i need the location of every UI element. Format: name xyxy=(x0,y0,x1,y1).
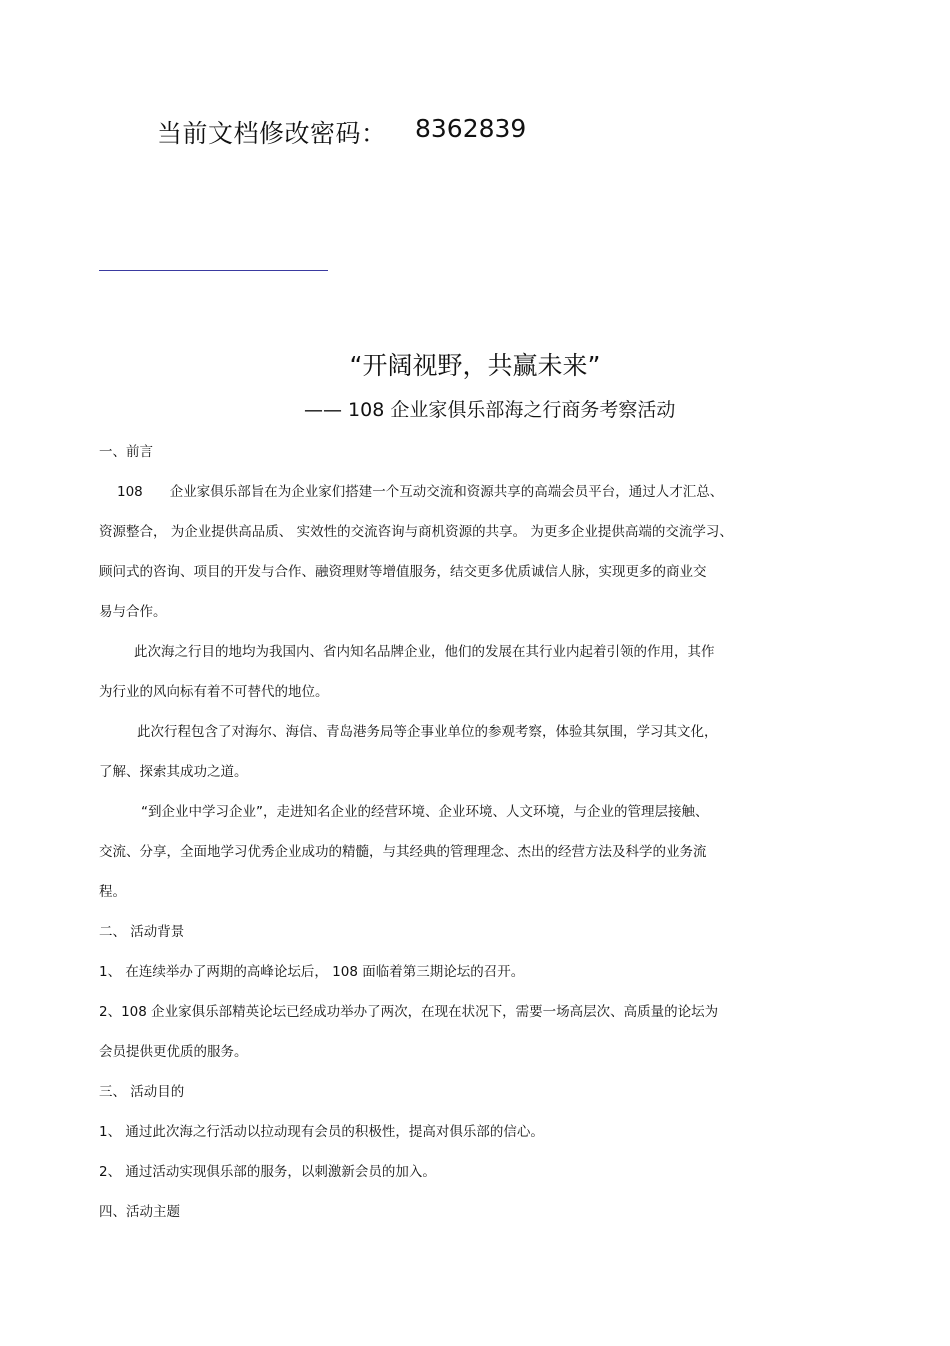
document-subtitle: —— 108 企业家俱乐部海之行商务考察活动 xyxy=(304,399,676,421)
section-heading-background: 二、 活动背景 xyxy=(99,924,185,940)
document-title: “开阔视野，共赢未来” xyxy=(349,351,601,380)
list-item: 1、 在连续举办了两期的高峰论坛后， 108 面临着第三期论坛的召开。 xyxy=(99,964,525,980)
paragraph-line: 了解、探索其成功之道。 xyxy=(99,764,248,780)
paragraph-line: 顾问式的咨询、项目的开发与合作、融资理财等增值服务，结交更多优质诚信人脉，实现更多的商业交 xyxy=(99,564,707,580)
paragraph-line: 会员提供更优质的服务。 xyxy=(99,1044,248,1060)
section-heading-preface: 一、前言 xyxy=(99,444,153,460)
paragraph-line: 资源整合， 为企业提供高品质、 实效性的交流咨询与商机资源的共享。 为更多企业提供高端的交流学习、 xyxy=(99,524,733,540)
paragraph-line: 为行业的风向标有着不可替代的地位。 xyxy=(99,684,329,700)
section-heading-theme: 四、活动主题 xyxy=(99,1204,180,1220)
list-item: 2、108 企业家俱乐部精英论坛已经成功举办了两次，在现在状况下，需要一场高层次、高质量的论坛为 xyxy=(99,1004,719,1020)
password-value: 8362839 xyxy=(415,114,527,143)
paragraph-line: 此次海之行目的地均为我国内、省内知名品牌企业，他们的发展在其行业内起着引领的作用，其作 xyxy=(134,644,715,660)
list-item: 1、 通过此次海之行活动以拉动现有会员的积极性，提高对俱乐部的信心。 xyxy=(99,1124,544,1140)
paragraph-line: 程。 xyxy=(99,884,126,900)
paragraph-line: 此次行程包含了对海尔、海信、青岛港务局等企事业单位的参观考察，体验其氛围，学习其文化， xyxy=(137,724,718,740)
divider-rule xyxy=(99,270,328,271)
list-item: 2、 通过活动实现俱乐部的服务，以刺激新会员的加入。 xyxy=(99,1164,436,1180)
password-label: 当前文档修改密码： xyxy=(157,119,387,148)
paragraph-line: 108 企业家俱乐部旨在为企业家们搭建一个互动交流和资源共享的高端会员平台，通过人才汇总、 xyxy=(117,484,724,500)
paragraph-line: 交流、分享，全面地学习优秀企业成功的精髓，与其经典的管理理念、杰出的经营方法及科学的业务流 xyxy=(99,844,707,860)
section-heading-purpose: 三、 活动目的 xyxy=(99,1084,185,1100)
paragraph-line: 易与合作。 xyxy=(99,604,167,620)
paragraph-line: “到企业中学习企业”，走进知名企业的经营环境、企业环境、人文环境，与企业的管理层接触、 xyxy=(141,804,709,820)
